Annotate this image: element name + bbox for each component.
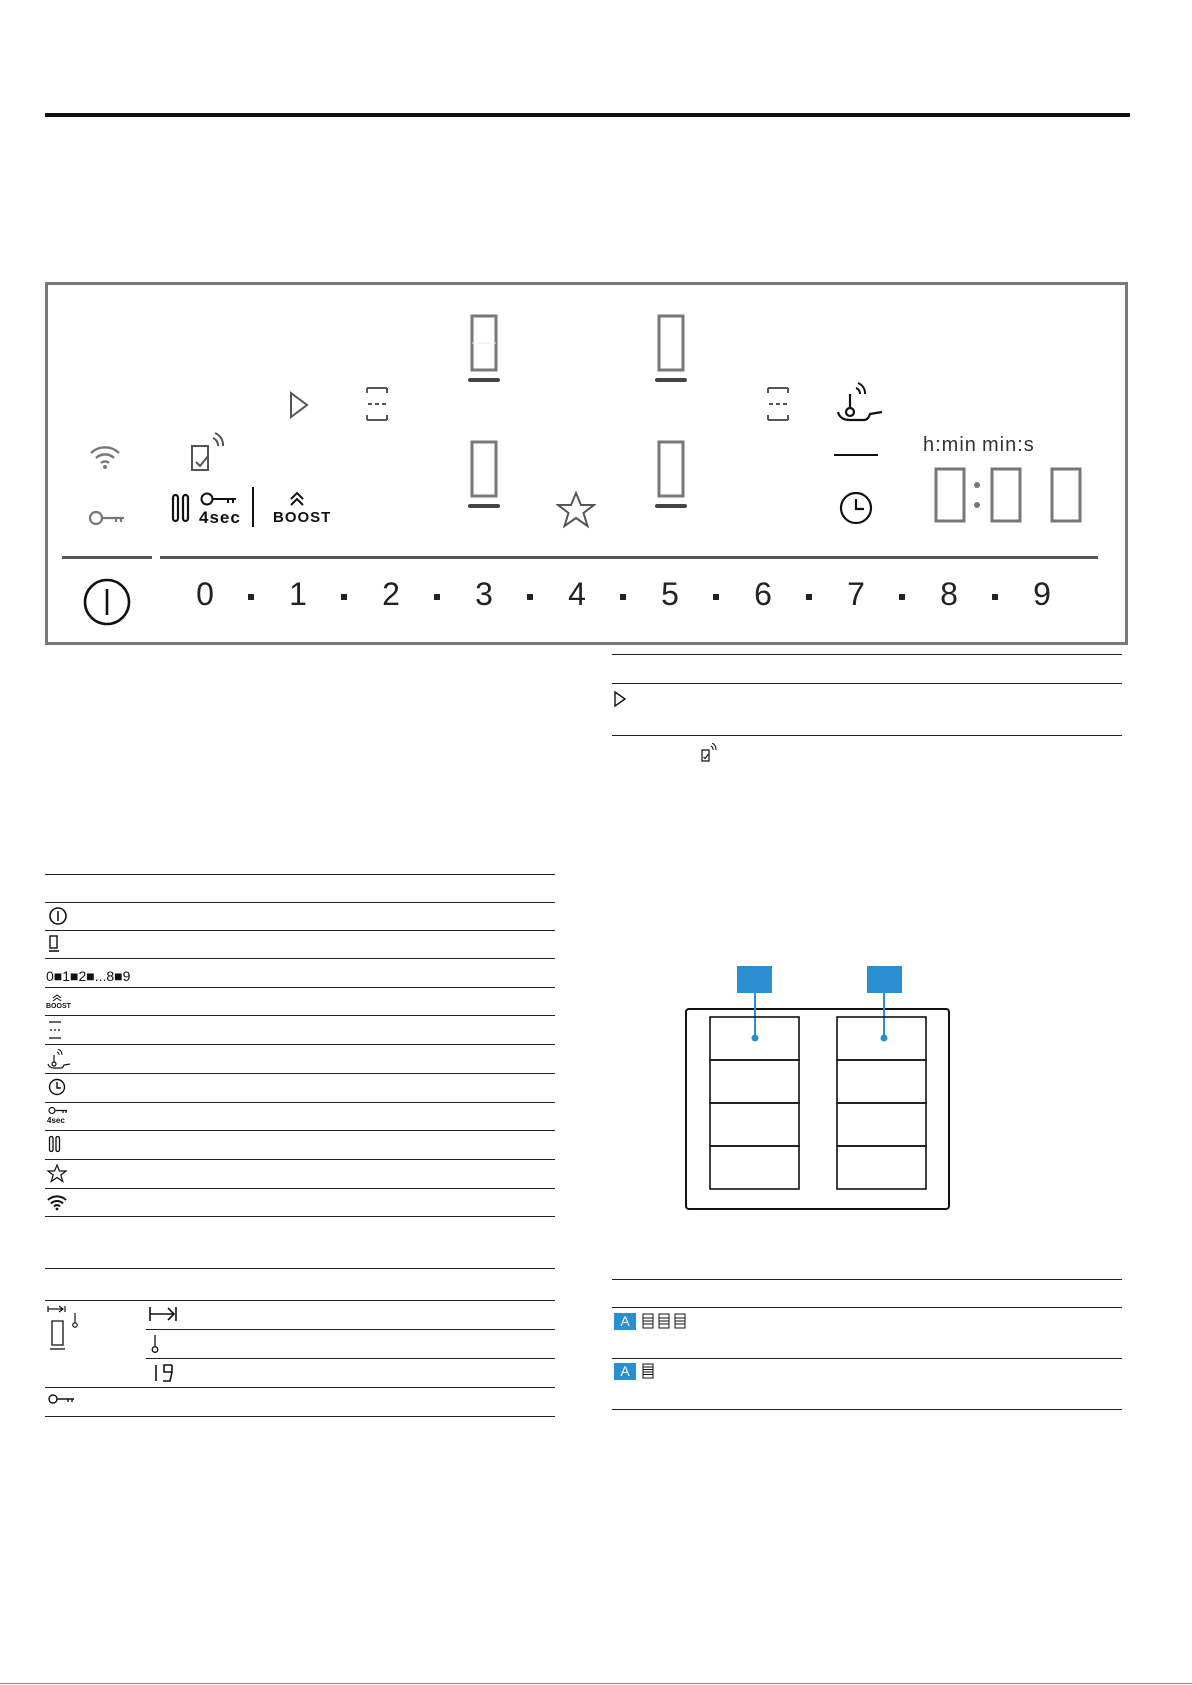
cook-connect-icon-small bbox=[700, 743, 718, 763]
scale-dot bbox=[434, 594, 440, 600]
play-icon-small bbox=[613, 690, 627, 708]
bottom-table-top-rule bbox=[45, 1268, 555, 1269]
clock-icon[interactable] bbox=[838, 490, 874, 526]
page-bottom-rule bbox=[0, 1683, 1192, 1684]
bottom-table-header-rule bbox=[45, 1300, 555, 1301]
display-combo-icon bbox=[47, 1305, 83, 1350]
zone-link-icon-left[interactable] bbox=[364, 385, 390, 423]
row-rule bbox=[45, 1044, 555, 1045]
scale-dot bbox=[806, 594, 812, 600]
clock-icon-small bbox=[48, 1078, 66, 1096]
scale-6[interactable]: 6 bbox=[754, 576, 772, 612]
zone-tag-right bbox=[867, 966, 902, 993]
flex-mode-row-2 bbox=[614, 1363, 658, 1381]
zone-display-front-left bbox=[466, 438, 502, 510]
pan-sensor-icon-small bbox=[47, 1049, 71, 1069]
sensor-divider bbox=[834, 454, 878, 456]
scale-dot bbox=[527, 594, 533, 600]
pause-icon-small bbox=[48, 1135, 62, 1153]
page-top-rule bbox=[45, 113, 1130, 117]
row-rule bbox=[45, 1073, 555, 1074]
row-rule bbox=[45, 1159, 555, 1160]
play-icon bbox=[288, 390, 310, 420]
scale-9[interactable]: 9 bbox=[1033, 576, 1051, 612]
key-lock-icon bbox=[48, 1106, 68, 1115]
power-icon bbox=[48, 906, 68, 926]
single-zone-bars-icon bbox=[640, 1363, 658, 1379]
mode-badge: A bbox=[614, 1313, 636, 1330]
key-icon bbox=[88, 508, 128, 528]
zone-tag-left bbox=[737, 966, 772, 993]
right-bottom-table-header-rule bbox=[612, 1307, 1122, 1308]
scale-dot bbox=[620, 594, 626, 600]
pan-sensor-icon[interactable] bbox=[836, 382, 884, 424]
bottom-table-bottom-rule bbox=[45, 1416, 555, 1417]
flex-mode-row-1 bbox=[614, 1313, 690, 1331]
scale-0[interactable]: 0 bbox=[196, 576, 214, 612]
row-rule bbox=[45, 958, 555, 959]
pause-icon[interactable] bbox=[170, 492, 192, 524]
key-lock-label: 4sec bbox=[47, 1116, 65, 1125]
star-icon[interactable] bbox=[556, 491, 596, 529]
left-table-header-rule bbox=[45, 902, 555, 903]
boost-chevron-icon[interactable] bbox=[288, 490, 306, 508]
row-rule bbox=[45, 1188, 555, 1189]
wifi-icon-small bbox=[46, 1193, 68, 1211]
zone-link-icon bbox=[48, 1020, 62, 1040]
scale-2[interactable]: 2 bbox=[382, 576, 400, 612]
wifi-icon bbox=[88, 441, 122, 471]
timer-label-hmin: h:min bbox=[923, 434, 977, 456]
scale-8[interactable]: 8 bbox=[940, 576, 958, 612]
row-rule bbox=[612, 1358, 1122, 1359]
scale-7[interactable]: 7 bbox=[847, 576, 865, 612]
row-rule bbox=[45, 987, 555, 988]
boost-icon-label: BOOST bbox=[46, 1003, 71, 1010]
row-rule bbox=[612, 735, 1122, 736]
power-divider bbox=[62, 556, 152, 559]
mode-badge: A bbox=[614, 1363, 636, 1380]
left-table-bottom-rule bbox=[45, 1216, 555, 1217]
segment-digits-icon bbox=[150, 1363, 178, 1383]
right-table-header-rule bbox=[612, 683, 1122, 684]
zone-display-front-right bbox=[653, 438, 689, 510]
zone-display-rear-right bbox=[653, 312, 689, 384]
scale-divider bbox=[160, 556, 1098, 559]
left-table-top-rule bbox=[45, 874, 555, 875]
scale-dot bbox=[899, 594, 905, 600]
arrow-to-line-icon bbox=[148, 1305, 178, 1323]
scale-dot bbox=[992, 594, 998, 600]
key-icon-small bbox=[48, 1393, 76, 1405]
lock-duration-label: 4sec bbox=[199, 508, 241, 527]
timer-label-mins: min:s bbox=[982, 434, 1035, 456]
row-rule bbox=[146, 1358, 555, 1359]
row-rule bbox=[146, 1329, 555, 1330]
power-button[interactable] bbox=[82, 577, 132, 627]
three-zone-bars-icon bbox=[640, 1313, 690, 1329]
scale-5[interactable]: 5 bbox=[661, 576, 679, 612]
right-table-top-rule bbox=[612, 654, 1122, 655]
hob-zone-diagram bbox=[684, 990, 952, 1224]
digit-display-icon bbox=[48, 934, 60, 954]
zone-display-rear-left bbox=[466, 312, 502, 384]
zone-link-icon-right[interactable] bbox=[765, 385, 791, 423]
scale-1[interactable]: 1 bbox=[289, 576, 307, 612]
scale-3[interactable]: 3 bbox=[475, 576, 493, 612]
right-bottom-table-top-rule bbox=[612, 1279, 1122, 1280]
star-icon-small bbox=[47, 1164, 67, 1183]
right-bottom-table-bottom-rule bbox=[612, 1409, 1122, 1410]
scale-dot bbox=[713, 594, 719, 600]
scale-legend-text: 0■1■2■...8■9 bbox=[46, 968, 131, 984]
row-rule bbox=[45, 930, 555, 931]
cook-connect-icon[interactable] bbox=[186, 432, 230, 476]
scale-dot bbox=[341, 594, 347, 600]
boost-label[interactable]: BOOST bbox=[273, 509, 332, 526]
row-rule bbox=[45, 1387, 555, 1388]
separator bbox=[252, 487, 254, 527]
row-rule bbox=[45, 1015, 555, 1016]
thermometer-icon bbox=[150, 1334, 160, 1354]
lock-key-icon[interactable] bbox=[200, 491, 240, 507]
row-rule bbox=[45, 1130, 555, 1131]
timer-display bbox=[930, 465, 1090, 525]
boost-icon bbox=[52, 994, 62, 1002]
scale-dot bbox=[248, 594, 254, 600]
row-rule bbox=[45, 1102, 555, 1103]
scale-4[interactable]: 4 bbox=[568, 576, 586, 612]
